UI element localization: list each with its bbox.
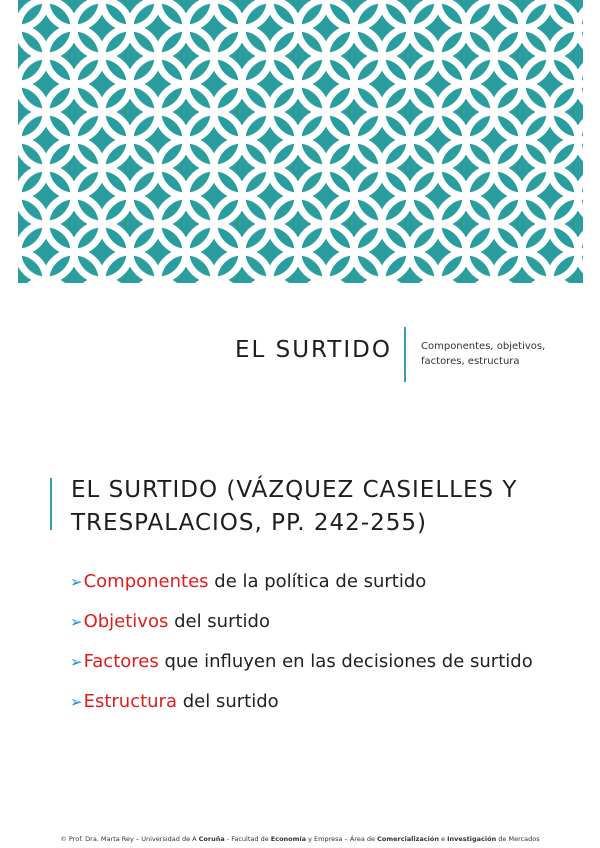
arrow-bullet-icon: ➢ xyxy=(70,613,83,631)
list-item xyxy=(70,608,540,636)
bullet-text: del surtido xyxy=(168,611,270,632)
bullet-keyword: Factores xyxy=(83,651,159,672)
bullet-list xyxy=(70,568,540,728)
page-title: EL SURTIDO xyxy=(234,337,392,363)
title-divider xyxy=(404,327,406,382)
arrow-bullet-icon: ➢ xyxy=(70,573,83,591)
list-item xyxy=(70,648,540,676)
section-accent-bar xyxy=(50,478,52,530)
decorative-banner xyxy=(18,0,583,283)
bullet-text: del surtido xyxy=(177,691,279,712)
list-item xyxy=(70,688,540,716)
bullet-keyword: Componentes xyxy=(83,571,209,592)
circle-pattern xyxy=(18,0,583,283)
bullet-keyword: Objetivos xyxy=(83,611,169,632)
bullet-text: que influyen en las decisiones de surtido xyxy=(158,651,533,672)
footer-credit: © Prof. Dra. Marta Rey – Universidad de A Coruña - Facultad de Economía y Empresa – Área de Comercialización e Investigación de Mercados xyxy=(60,835,540,843)
bullet-text: de la política de surtido xyxy=(208,571,427,592)
bullet-keyword: Estructura xyxy=(83,691,177,712)
title-block xyxy=(0,325,600,385)
arrow-bullet-icon: ➢ xyxy=(70,653,83,671)
list-item xyxy=(70,568,540,596)
page-subtitle: Componentes, objetivos, factores, estructura xyxy=(421,341,546,367)
section-heading: EL SURTIDO (VÁZQUEZ CASIELLES Y TRESPALACIOS, PP. 242-255) xyxy=(71,477,518,536)
arrow-bullet-icon: ➢ xyxy=(70,693,83,711)
